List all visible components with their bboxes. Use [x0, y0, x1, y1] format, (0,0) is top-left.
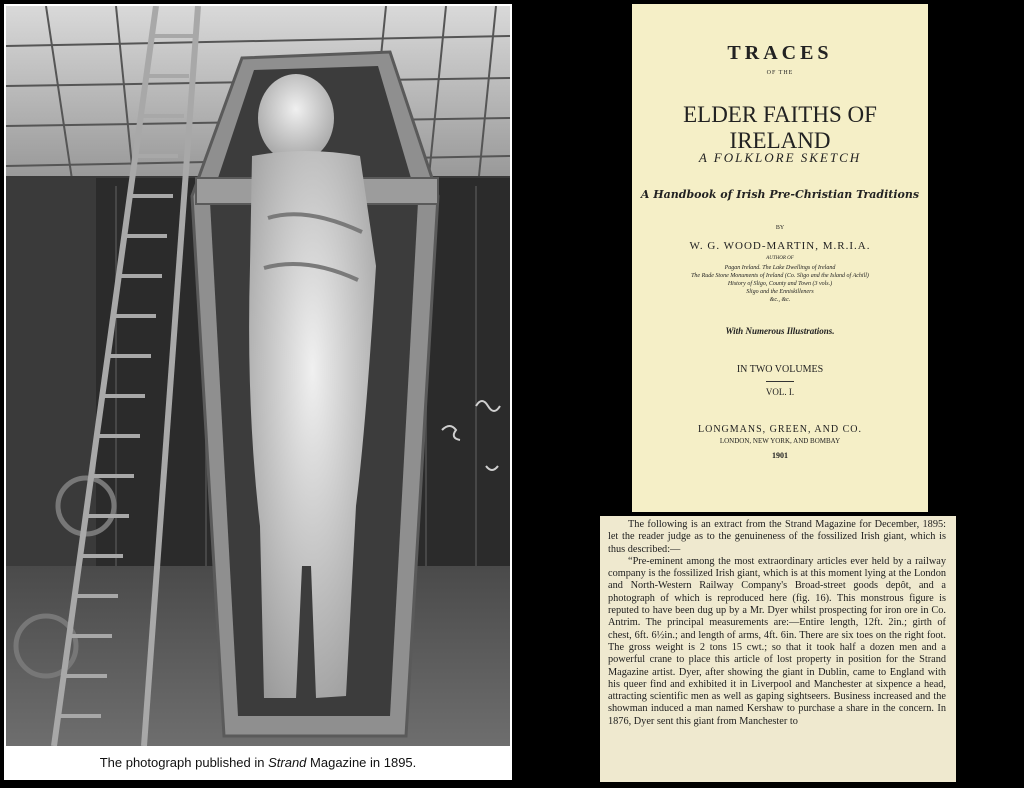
main-title: ELDER FAITHS OF IRELAND [683, 102, 877, 153]
other-works [632, 264, 928, 304]
illustrations-line: With Numerous Illustrations. [725, 326, 835, 336]
publisher: LONGMANS, GREEN, AND CO. [697, 424, 862, 435]
title-of-the: OF THE [766, 70, 794, 76]
extract-quote: “Pre-eminent among the most extraordinary articles ever held by a railway company is the fossilized Irish giant, which is at this moment lying at the London and North-Western Railway Company's Broad-street goods depôt, and a photograph of which is reproduced here (fig. 16). This monstrous figure is reputed to have been dug up by a Mr. Dyer whilst prospecting for iron ore in Co. Antrim. The principal measurements are:—Entire length, 12ft. 2in.; girth of chest, 6ft. 6½in.; and length of arms, 4ft. 6in. There are six toes on the right foot. The gross weight is 2 tons 15 cwt.; so that it took half a dozen men and a powerful crane to place this article of lost property in position for the Strand Magazine artist. Dyer, after showing the giant in Dublin, came to England with his queer find and exhibited it in Liverpool and Manchester at sixpence a head, attracting scientific men as well as gaping sightseers. Business increased and the showman induced a man named Kershaw to purchase a share in the concern. In 1876, Dyer sent this giant from Manchester to [608, 555, 946, 727]
subtitle: A FOLKLORE SKETCH [698, 150, 862, 165]
caption-italic: Strand [268, 755, 307, 770]
work-item: The Rude Stone Monuments of Ireland (Co. Sligo and the Island of Achill) [691, 273, 869, 279]
author-name: W. G. WOOD-MARTIN, M.R.I.A. [689, 240, 871, 252]
title-rule [766, 381, 794, 382]
caption-text-end: Magazine in 1895. [306, 755, 417, 770]
work-item: &c., &c. [769, 297, 791, 303]
publication-year: 1901 [772, 451, 788, 460]
work-item: Pagan Ireland. The Lake Dwellings of Ireland [724, 265, 836, 271]
giant-photograph [6, 6, 510, 746]
extract-intro: The following is an extract from the Strand Magazine for December, 1895: let the reader judge as to the genuineness of the fossilized Irish giant, which is thus described:— [608, 519, 946, 555]
work-item: History of Sligo, County and Town (3 vols.) [727, 281, 833, 287]
title-traces: TRACES [727, 42, 833, 64]
photo-panel [4, 4, 512, 780]
publisher-cities: LONDON, NEW YORK, AND BOMBAY [719, 437, 841, 445]
book-title-page [632, 4, 928, 512]
magazine-extract [600, 516, 956, 782]
by-line: BY [775, 225, 785, 231]
volume-number: VOL. I. [765, 387, 795, 397]
photo-caption [4, 746, 512, 780]
giant-photo-drawing [6, 6, 510, 746]
author-of: AUTHOR OF [766, 256, 794, 261]
volumes-line: IN TWO VOLUMES [736, 364, 824, 375]
caption-text: The photograph published in [99, 755, 269, 770]
handbook-line: A Handbook of Irish Pre-Christian Traditions [640, 188, 920, 201]
work-item: Sligo and the Enniskilleners [746, 289, 814, 295]
